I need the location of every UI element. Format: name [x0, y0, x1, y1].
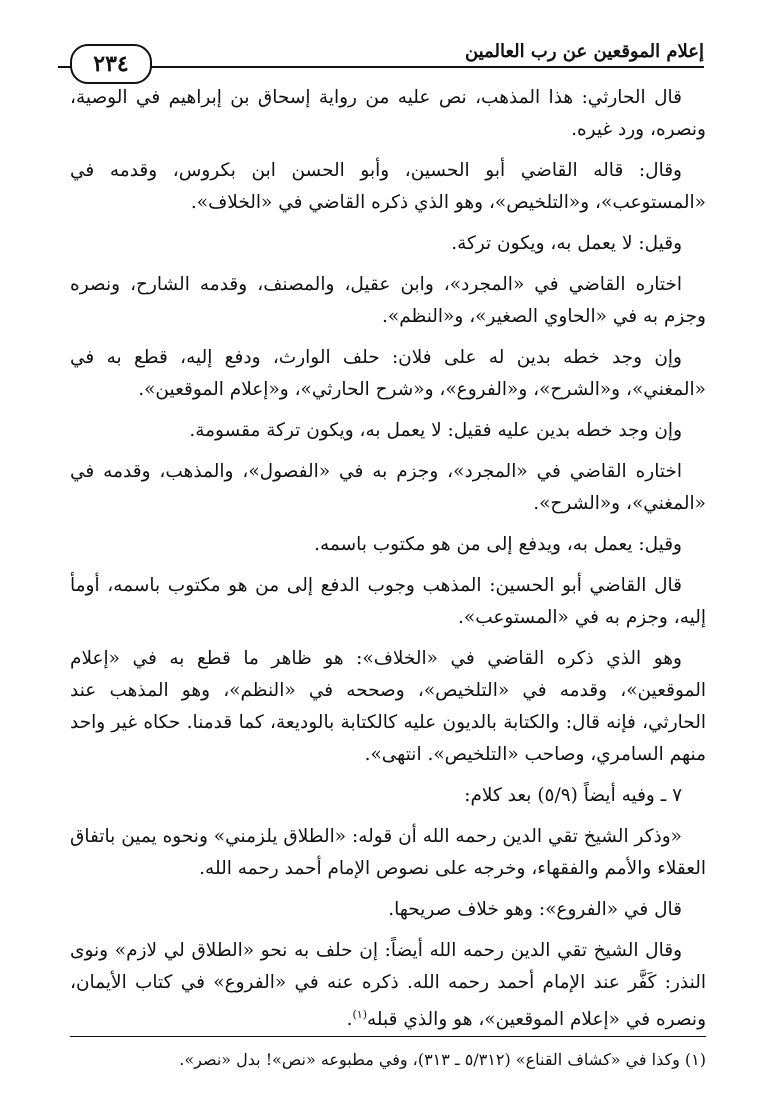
paragraph: قال في «الفروع»: وهو خلاف صريحها.: [388, 899, 682, 920]
footnote-marker: (١): [352, 1008, 367, 1021]
paragraph: وقيل: يعمل به، ويدفع إلى من هو مكتوب باسمه.: [314, 534, 682, 555]
page-number: ٢٣٤: [93, 51, 129, 77]
page-number-badge: [70, 44, 152, 84]
paragraph: ٧ ـ وفيه أيضاً (٥/٩) بعد كلام:: [464, 785, 682, 806]
paragraph: وقيل: لا يعمل به، ويكون تركة.: [451, 233, 682, 254]
paragraph: وهو الذي ذكره القاضي في «الخلاف»: هو ظاهر ما قطع به في «إعلام الموقعين»، وقدمه في «التلخيص»، وصححه في «النظم»، وهو المذهب عند الحارثي، فإنه قال: والكتابة بالديون عليه كالكتابة بالوديعة، كما قدمنا. حكاه غير واحد منهم السامري، وصاحب «التلخيص». انتهى».: [70, 648, 706, 765]
paragraph: وإن وجد خطه بدين له على فلان: حلف الوارث، ودفع إليه، قطع به في «المغني»، و«الشرح»، و«الفروع»، و«شرح الحارثي»، و«إعلام الموقعين».: [70, 347, 706, 400]
footnote: (١) وكذا في «كشاف القناع» (٥/٣١٢ ـ ٣١٣)، وفي مطبوعه «نص»! بدل «نصر».: [179, 1050, 706, 1069]
header-rule: [58, 66, 704, 68]
paragraph: [70, 935, 706, 1036]
paragraph: اختاره القاضي في «المجرد»، وجزم به في «الفصول»، والمذهب، وقدمه في «المغني»، و«الشرح».: [70, 461, 706, 514]
footnote-rule: [70, 1036, 706, 1037]
paragraph: قال القاضي أبو الحسين: المذهب وجوب الدفع إلى من هو مكتوب باسمه، أومأ إليه، وجزم به في «المستوعب».: [70, 575, 706, 628]
page-header: [58, 38, 704, 78]
main-text: [70, 82, 706, 1045]
paragraph: «وذكر الشيخ تقي الدين رحمه الله أن قوله: «الطلاق يلزمني» ونحوه يمين باتفاق العقلاء والأمم والفقهاء، وخرجه على نصوص الإمام أحمد رحمه الله.: [70, 826, 706, 879]
running-title: إعلام الموقعين عن رب العالمين: [464, 41, 704, 62]
paragraph: اختاره القاضي في «المجرد»، وابن عقيل، والمصنف، وقدمه الشارح، ونصره وجزم به في «الحاوي الصغير»، و«النظم».: [70, 274, 706, 327]
paragraph: قال الحارثي: هذا المذهب، نص عليه من رواية إسحاق بن إبراهيم في الوصية، ونصره، ورد غيره.: [70, 87, 706, 140]
paragraph: وقال: قاله القاضي أبو الحسين، وأبو الحسن ابن بكروس، وقدمه في «المستوعب»، و«التلخيص»، وهو الذي ذكره القاضي في «الخلاف».: [70, 160, 706, 213]
paragraph: وإن وجد خطه بدين عليه فقيل: لا يعمل به، ويكون تركة مقسومة.: [189, 420, 682, 441]
paragraph-text: وقال الشيخ تقي الدين رحمه الله أيضاً: إن حلف به نحو «الطلاق لي لازم» ونوى النذر: كَفَّر عند الإمام أحمد رحمه الله. ذكره عنه في «الفروع» في كتاب الأيمان، ونصره في «إعلام الموقعين»، هو والذي قبله: [70, 940, 706, 1031]
period: .: [346, 1009, 353, 1031]
